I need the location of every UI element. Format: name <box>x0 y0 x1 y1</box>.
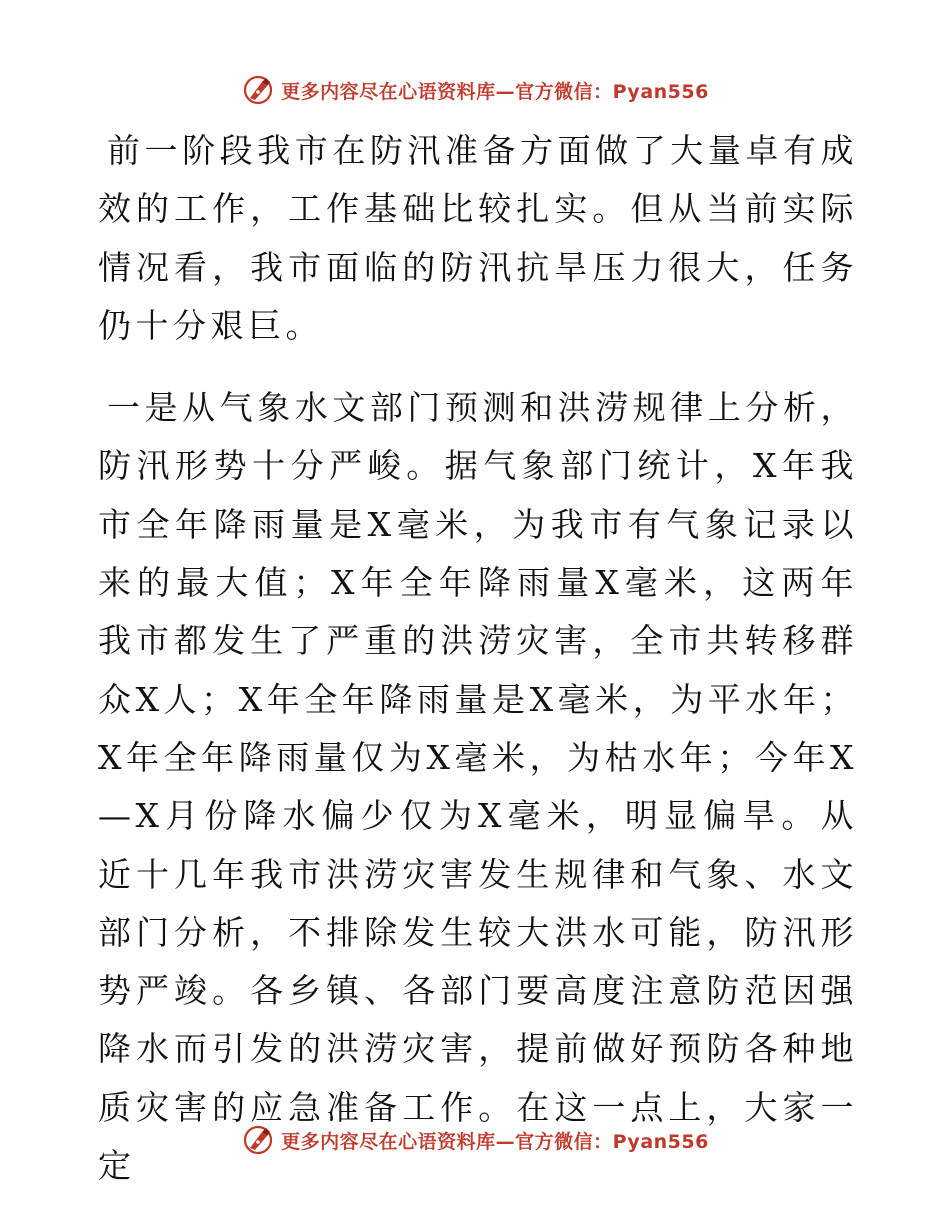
footer-banner <box>0 1120 950 1160</box>
footer-banner-text: 更多内容尽在心语资料库—官方微信：Pyan556 <box>281 1130 709 1153</box>
header-banner <box>0 70 950 110</box>
paragraph-1: 前一阶段我市在防汛准备方面做了大量卓有成效的工作，工作基础比较扎实。但从当前实际情况看，我市面临的防汛抗旱压力很大，任务仍十分艰巨。 <box>98 131 858 345</box>
paragraph-2: 一是从气象水文部门预测和洪涝规律上分析，防汛形势十分严峻。据气象部门统计，X年我市全年降雨量是X毫米，为我市有气象记录以来的最大值；X年全年降雨量X毫米，这两年我市都发生了严重的洪涝灾害，全市共转移群众X人；X年全年降雨量是X毫米，为平水年；X年全年降雨量仅为X毫米，为枯水年；今年X—X月份降水偏少仅为X毫米，明显偏旱。从近十几年我市洪涝灾害发生规律和气象、水文部门分析，不排除发生较大洪水可能，防汛形势严竣。各乡镇、各部门要高度注意防范因强降水而引发的洪涝灾害，提前做好预防各种地质灾害的应急准备工作。在这一点上，大家一定 <box>98 388 858 1186</box>
document-body <box>98 120 858 1195</box>
pen-nib-logo-icon <box>241 73 275 107</box>
header-banner-text: 更多内容尽在心语资料库—官方微信：Pyan556 <box>281 80 709 103</box>
pen-nib-logo-icon <box>241 1123 275 1157</box>
